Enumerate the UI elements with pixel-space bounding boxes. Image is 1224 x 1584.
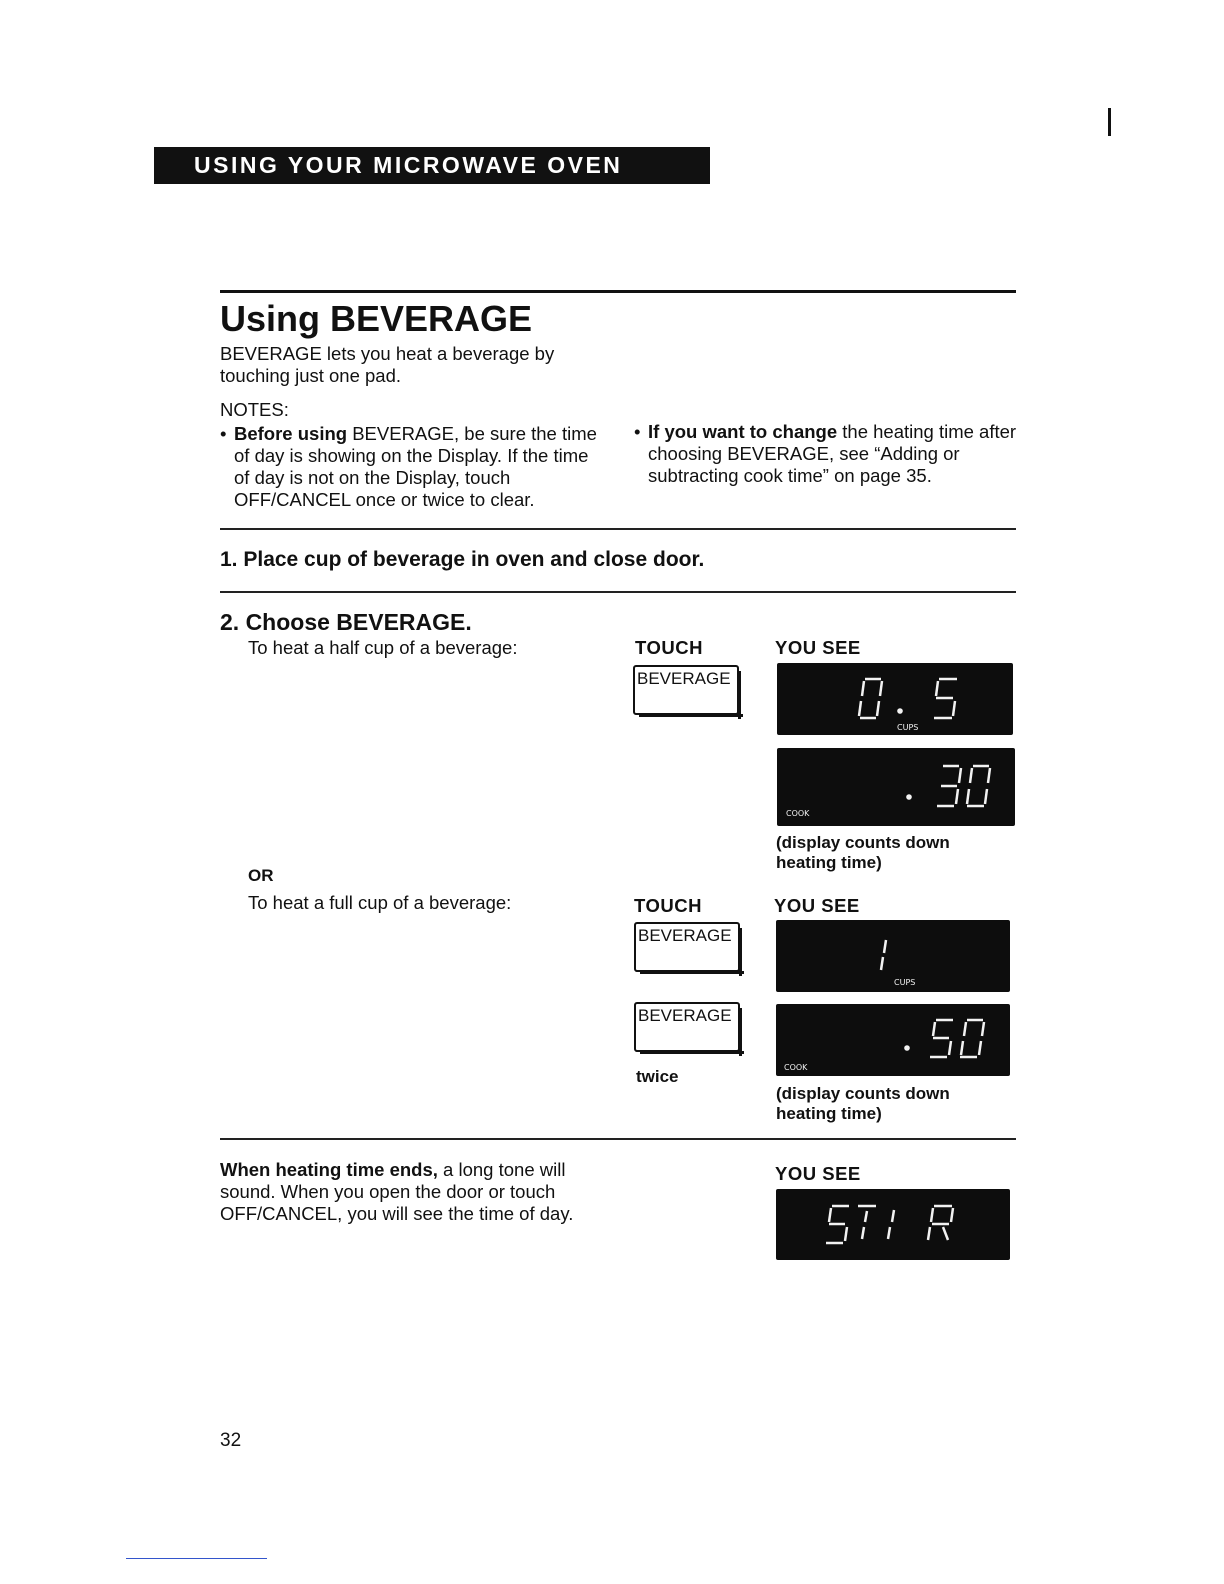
you-see-header: YOU SEE bbox=[774, 895, 860, 916]
half-cup-instruction: To heat a half cup of a beverage: bbox=[248, 637, 518, 658]
countdown-caption: (display counts down heating time) bbox=[776, 1084, 950, 1123]
footer-line bbox=[126, 1558, 267, 1559]
display-stir bbox=[776, 1189, 1010, 1260]
full-cup-instruction: To heat a full cup of a beverage: bbox=[248, 892, 512, 913]
colon-dot bbox=[904, 1045, 910, 1051]
note-text: BEVERAGE, be sure the time of day is showing on the Display. If the time of day is not on the Display, touch OFF/CANCEL once or twice to clear. bbox=[234, 423, 597, 510]
note-bold: Before using bbox=[234, 423, 348, 444]
display-half-time bbox=[777, 748, 1015, 826]
notes-label: NOTES: bbox=[220, 399, 289, 420]
touch-header: TOUCH bbox=[635, 637, 703, 658]
cook-indicator: COOK bbox=[784, 1063, 808, 1072]
note-bold: If you want to change bbox=[648, 421, 838, 442]
digit-5 bbox=[930, 1020, 953, 1057]
beverage-pad-label: BEVERAGE bbox=[637, 669, 731, 688]
cups-indicator: CUPS bbox=[897, 723, 919, 732]
display-full-time bbox=[776, 1004, 1010, 1076]
countdown-caption: (display counts down heating time) bbox=[776, 833, 950, 872]
touch-header: TOUCH bbox=[634, 895, 702, 916]
letter-i bbox=[888, 1210, 894, 1239]
divider bbox=[220, 1138, 1016, 1140]
digit-1 bbox=[881, 940, 886, 970]
digit-0 bbox=[960, 1020, 984, 1057]
ending-bold: When heating time ends, bbox=[220, 1159, 438, 1180]
beverage-pad-label: BEVERAGE bbox=[638, 1006, 732, 1025]
divider bbox=[220, 528, 1016, 530]
step-2: 2. Choose BEVERAGE. bbox=[220, 609, 472, 635]
note-text: the heating time after choosing BEVERAGE, see “Adding or subtracting cook time” on page 35. bbox=[648, 421, 1017, 486]
note-item-2 bbox=[634, 421, 1019, 487]
digit-5 bbox=[934, 679, 957, 718]
display-half-amount bbox=[777, 663, 1013, 735]
ending-body: a long tone will sound. When you open the door or touch OFF/CANCEL, you will see the time of day. bbox=[220, 1159, 574, 1224]
beverage-pad[interactable] bbox=[634, 922, 740, 972]
digit-0 bbox=[859, 679, 882, 718]
cups-indicator: CUPS bbox=[894, 978, 916, 987]
beverage-pad-label: BEVERAGE bbox=[638, 926, 732, 945]
step-1: 1. Place cup of beverage in oven and close door. bbox=[220, 548, 705, 571]
beverage-pad[interactable] bbox=[634, 1002, 740, 1052]
letter-s bbox=[826, 1206, 849, 1243]
letter-r bbox=[928, 1206, 953, 1240]
page-number: 32 bbox=[220, 1430, 242, 1451]
beverage-pad[interactable] bbox=[633, 665, 739, 715]
section-banner: USING YOUR MICROWAVE OVEN bbox=[154, 147, 710, 184]
you-see-header: YOU SEE bbox=[775, 1163, 861, 1184]
digit-3 bbox=[937, 766, 961, 806]
title-rule bbox=[220, 290, 1016, 293]
display-full-amount bbox=[776, 920, 1010, 992]
page-title: Using BEVERAGE bbox=[220, 298, 533, 339]
intro-text: BEVERAGE lets you heat a beverage by touching just one pad. bbox=[220, 343, 555, 386]
cook-indicator: COOK bbox=[786, 809, 810, 818]
note-bullet: • bbox=[634, 421, 641, 442]
ending-text bbox=[220, 1159, 605, 1225]
twice-label: twice bbox=[636, 1067, 679, 1086]
or-label: OR bbox=[248, 866, 274, 885]
margin-mark bbox=[1108, 108, 1111, 136]
you-see-header: YOU SEE bbox=[775, 637, 861, 658]
note-item-1 bbox=[220, 423, 605, 511]
digit-0 bbox=[967, 766, 990, 806]
note-bullet: • bbox=[220, 423, 227, 444]
colon-dot bbox=[906, 794, 912, 800]
letter-t bbox=[858, 1206, 876, 1239]
decimal-dot bbox=[897, 708, 903, 714]
divider bbox=[220, 591, 1016, 593]
